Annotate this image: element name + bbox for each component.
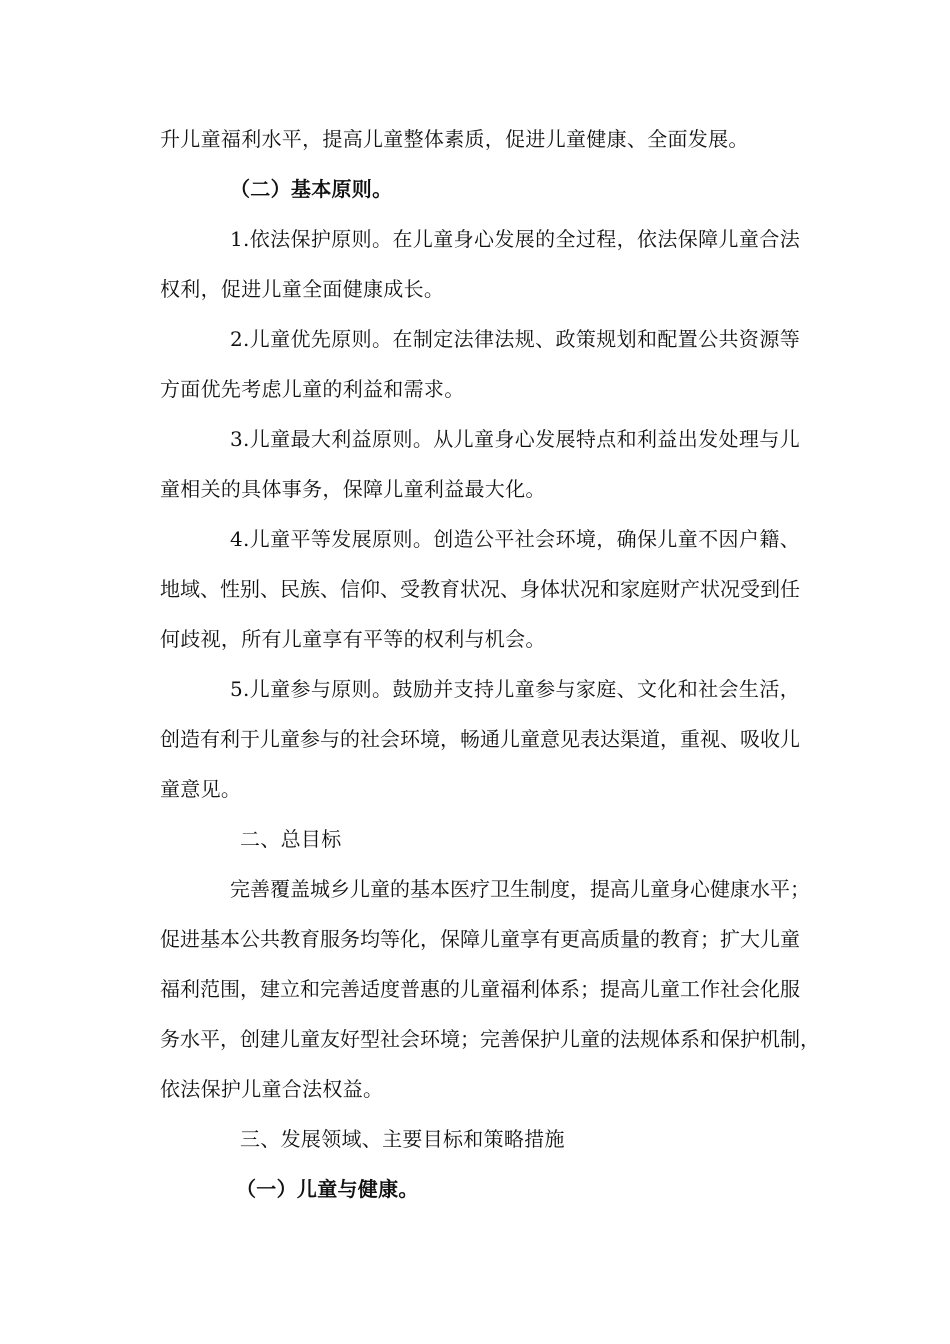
paragraph-line: 福利范围，建立和完善适度普惠的儿童福利体系；提高儿童工作社会化服 [160,977,800,1001]
paragraph-line: 依法保护儿童合法权益。 [160,1077,384,1101]
paragraph-line: 1.依法保护原则。在儿童身心发展的全过程，依法保障儿童合法 [230,227,800,251]
paragraph-line: 4.儿童平等发展原则。创造公平社会环境，确保儿童不因户籍、 [230,527,800,551]
paragraph-line: 童意见。 [160,777,242,801]
paragraph-line: 务水平，创建儿童友好型社会环境；完善保护儿童的法规体系和保护机制， [160,1027,820,1051]
section-heading-overall-goal: 二、总目标 [240,827,342,851]
paragraph-line: 5.儿童参与原则。鼓励并支持儿童参与家庭、文化和社会生活， [230,677,800,701]
paragraph-line: 完善覆盖城乡儿童的基本医疗卫生制度，提高儿童身心健康水平； [230,877,810,901]
section-heading-children-health: （一）儿童与健康。 [236,1177,419,1201]
paragraph-line: 童相关的具体事务，保障儿童利益最大化。 [160,477,546,501]
paragraph-line: 方面优先考虑儿童的利益和需求。 [160,377,465,401]
section-heading-basic-principles: （二）基本原则。 [230,177,393,201]
paragraph-line: 升儿童福利水平，提高儿童整体素质，促进儿童健康、全面发展。 [160,127,749,151]
paragraph-line: 权利，促进儿童全面健康成长。 [160,277,445,301]
paragraph-line: 何歧视，所有儿童享有平等的权利与机会。 [160,627,546,651]
paragraph-line: 3.儿童最大利益原则。从儿童身心发展特点和利益出发处理与儿 [230,427,800,451]
paragraph-line: 2.儿童优先原则。在制定法律法规、政策规划和配置公共资源等 [230,327,800,351]
paragraph-line: 地域、性别、民族、信仰、受教育状况、身体状况和家庭财产状况受到任 [160,577,800,601]
section-heading-development-areas: 三、发展领域、主要目标和策略措施 [240,1127,565,1151]
paragraph-line: 促进基本公共教育服务均等化，保障儿童享有更高质量的教育；扩大儿童 [160,927,800,951]
paragraph-line: 创造有利于儿童参与的社会环境，畅通儿童意见表达渠道，重视、吸收儿 [160,727,800,751]
